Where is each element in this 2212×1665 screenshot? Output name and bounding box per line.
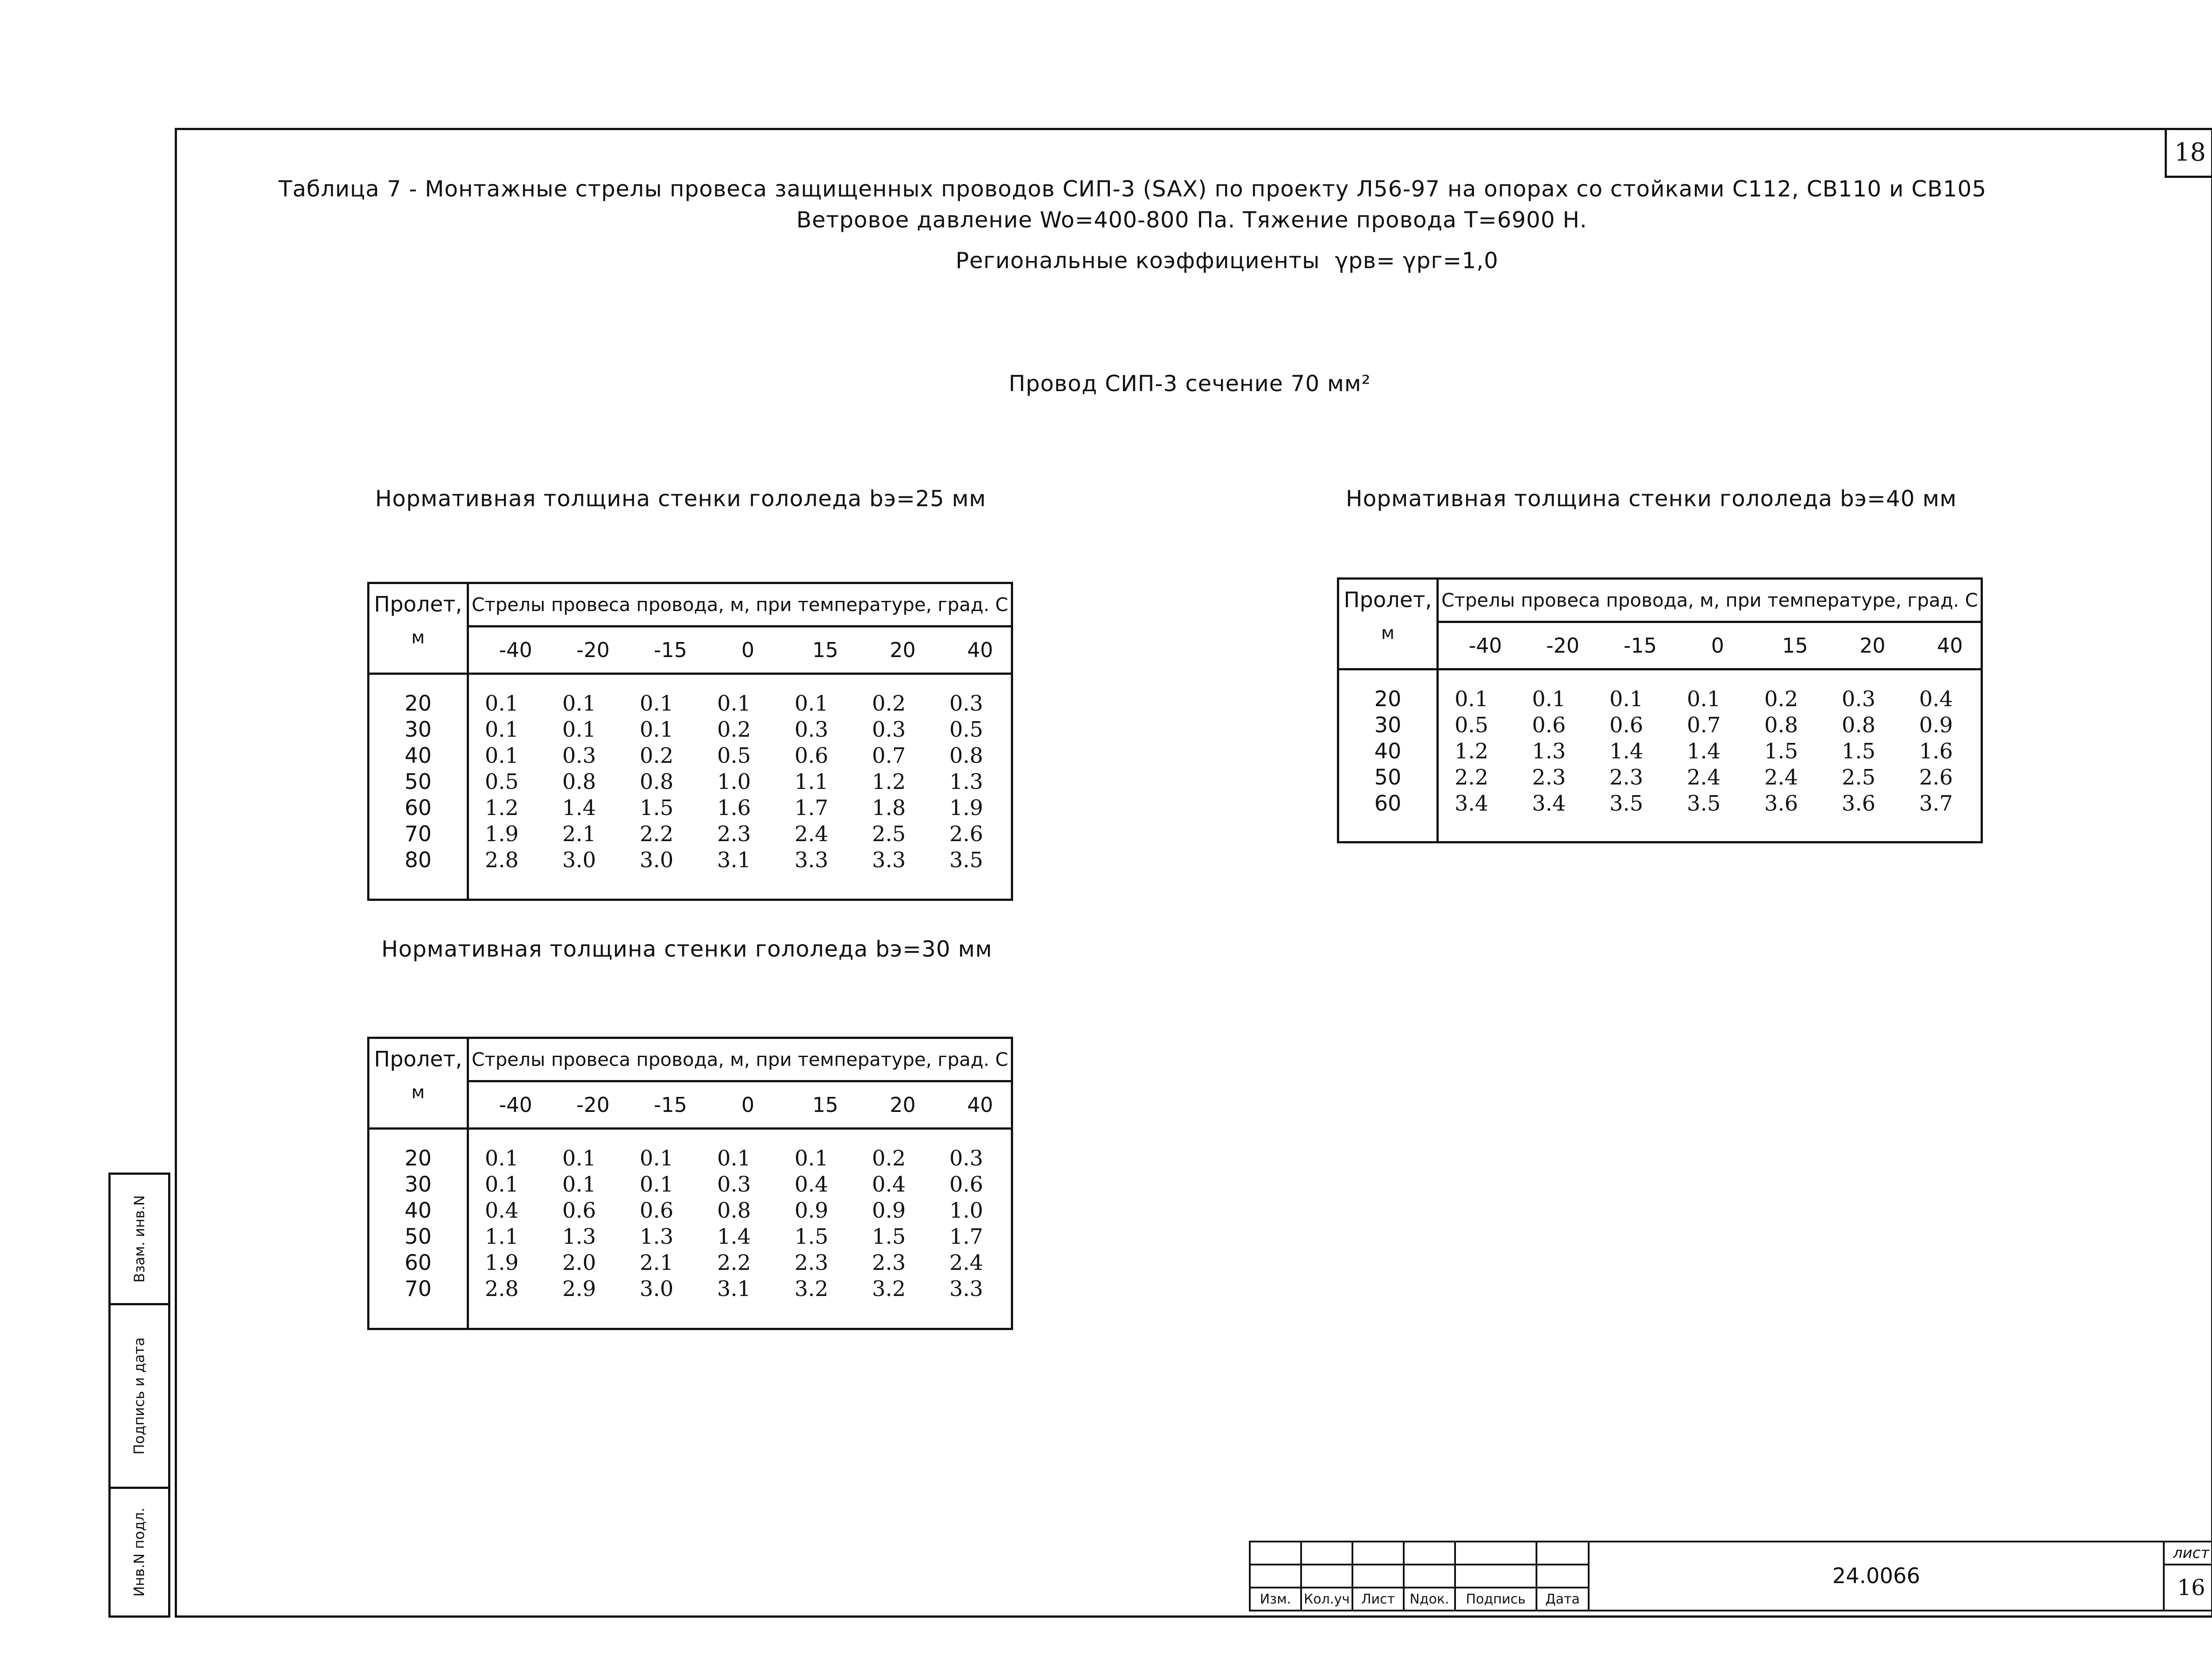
sag-value-cell: 0.1 (485, 691, 519, 716)
sag-value-cell: 0.1 (795, 691, 829, 716)
sag-value-cell: 3.3 (872, 848, 906, 873)
sag-value-cell: 1.9 (485, 1250, 519, 1275)
sag-value-cell: 0.2 (717, 717, 751, 742)
sag-value-cell: 2.6 (949, 822, 983, 846)
stamp-sign-date-label: Подпись и дата (131, 1337, 148, 1455)
sag-value-cell: 2.8 (485, 1277, 519, 1301)
sag-value-grid (469, 1146, 1011, 1302)
span-cell: 40 (1374, 739, 1402, 764)
sag-value-cell: 1.6 (717, 796, 751, 820)
span-cell: 50 (404, 769, 432, 794)
sag-value-cell: 2.0 (562, 1250, 596, 1275)
sag-value-cell: 1.4 (1609, 739, 1644, 764)
sag-value-cell: 0.9 (872, 1198, 906, 1223)
sag-value-cell: 3.3 (949, 1277, 983, 1301)
sag-value-cell: 2.2 (640, 822, 674, 846)
stamp-sign-date (108, 1303, 170, 1489)
temp-cell: 15 (1782, 633, 1808, 658)
sag-value-cell: 0.2 (640, 743, 674, 768)
sag-value-cell: 3.0 (640, 848, 674, 873)
sag-value-cell: 0.1 (640, 1146, 674, 1171)
sag-value-cell: 0.1 (795, 1146, 829, 1171)
span-cell: 50 (404, 1224, 432, 1249)
temp-cell: -20 (1546, 633, 1580, 658)
ice-caption-30: Нормативная толщина стенки гололеда bэ=30 мм (381, 936, 993, 962)
sag-value-cell: 3.2 (872, 1277, 906, 1301)
span-cell: 50 (1374, 765, 1402, 790)
sag-value-cell: 1.2 (872, 769, 906, 794)
sag-value-cell: 0.4 (485, 1198, 519, 1223)
span-cell: 20 (404, 1146, 432, 1171)
sheet-label: лист (2164, 1542, 2212, 1565)
sag-value-cell: 2.2 (1455, 765, 1489, 790)
span-header-label: Пролет, (374, 1047, 462, 1072)
temp-cell: -20 (576, 1092, 610, 1117)
sag-value-cell: 1.7 (795, 796, 829, 820)
sag-value-cell: 0.2 (872, 1146, 906, 1171)
sag-value-cell: 0.1 (1609, 687, 1644, 711)
sag-value-cell: 3.2 (795, 1277, 829, 1301)
sag-value-cell: 3.0 (562, 848, 596, 873)
sag-value-cell: 0.1 (562, 1172, 596, 1197)
sag-table-ice-25 (367, 582, 1013, 901)
sag-value-cell: 1.9 (949, 796, 983, 820)
sag-value-cell: 0.8 (1764, 713, 1798, 738)
span-header (369, 1038, 468, 1129)
sag-value-cell: 1.5 (1842, 739, 1876, 764)
sag-value-cell: 2.9 (562, 1277, 596, 1301)
sag-value-cell: 0.3 (1842, 687, 1876, 711)
span-values (369, 674, 468, 900)
sag-value-cell: 0.4 (1919, 687, 1953, 711)
span-header-unit: м (411, 627, 425, 648)
sag-value-cell: 3.1 (717, 1277, 751, 1301)
sag-value-cell: 1.1 (485, 1224, 519, 1249)
sag-value-cell: 0.2 (1764, 687, 1798, 711)
sag-value-cell: 1.4 (562, 796, 596, 820)
sag-value-cell: 0.1 (717, 691, 751, 716)
sag-value-cell: 1.7 (949, 1224, 983, 1249)
sag-value-cell: 2.5 (872, 822, 906, 846)
sag-value-cell: 0.5 (485, 769, 519, 794)
sag-value-cell: 1.5 (640, 796, 674, 820)
span-cell: 40 (404, 743, 432, 768)
sag-value-cell: 0.6 (1609, 713, 1644, 738)
temp-cell: -40 (499, 1092, 533, 1117)
sag-value-cell: 1.4 (1687, 739, 1721, 764)
sag-value-cell: 0.8 (949, 743, 983, 768)
sag-value-cell: 3.6 (1764, 791, 1798, 816)
coefficients-formula: γрв= γрг=1,0 (1335, 248, 1499, 273)
sag-value-cell: 1.8 (872, 796, 906, 820)
sag-value-cell: 2.3 (795, 1250, 829, 1275)
sag-values (1438, 669, 1982, 842)
document-code: 24.0066 (1589, 1542, 2164, 1611)
sag-value-cell: 0.3 (562, 743, 596, 768)
sag-value-cell: 0.6 (562, 1198, 596, 1223)
span-cell: 30 (404, 1172, 432, 1197)
span-cell: 40 (404, 1198, 432, 1223)
sag-value-cell: 0.6 (640, 1198, 674, 1223)
temp-cell: -15 (1623, 633, 1657, 658)
sag-value-cell: 2.4 (795, 822, 829, 846)
stamp-inv-orig-label: Инв.N подл. (131, 1507, 148, 1597)
temp-cell: 0 (741, 1092, 755, 1117)
span-cell: 60 (404, 796, 432, 820)
temp-cell: 15 (812, 638, 838, 662)
sag-value-cell: 0.1 (717, 1146, 751, 1171)
sag-table-ice-30 (367, 1037, 1013, 1330)
table-title: Таблица 7 - Монтажные стрелы провеса защищенных проводов СИП-3 (SAX) по проекту Л56-97 на опорах со стойками С112, СВ110 и СВ105 (278, 176, 1987, 202)
sag-value-cell: 1.5 (1764, 739, 1798, 764)
temp-cell: 20 (890, 638, 916, 662)
temp-cell: 0 (1711, 633, 1724, 658)
temp-cell: -40 (1468, 633, 1502, 658)
page-number: 18 (2174, 138, 2206, 167)
ice-caption-40: Нормативная толщина стенки гололеда bэ=40 мм (1346, 486, 1957, 511)
sag-value-cell: 0.2 (872, 691, 906, 716)
sag-value-cell: 2.4 (1687, 765, 1721, 790)
title-block (1249, 1541, 2212, 1611)
temp-cell: -20 (576, 638, 610, 662)
temperature-header: Стрелы провеса провода, м, при температуре, град. С (468, 1038, 1012, 1081)
sag-value-cell: 0.3 (717, 1172, 751, 1197)
stamp-header-cell: Изм. (1250, 1588, 1301, 1611)
sag-value-cell: 0.7 (1687, 713, 1721, 738)
stamp-header-cell: Дата (1536, 1588, 1589, 1611)
sag-value-cell: 3.4 (1532, 791, 1566, 816)
sag-value-cell: 0.6 (949, 1172, 983, 1197)
sag-value-cell: 0.3 (872, 717, 906, 742)
sag-value-cell: 0.1 (562, 717, 596, 742)
sag-table-ice-40 (1337, 577, 1983, 843)
span-cell: 30 (1374, 713, 1402, 738)
sag-value-cell: 1.0 (949, 1198, 983, 1223)
temp-cell: 15 (812, 1092, 838, 1117)
sag-value-cell: 0.8 (717, 1198, 751, 1223)
temp-cell: 20 (890, 1092, 916, 1117)
sag-value-cell: 0.3 (795, 717, 829, 742)
sag-value-cell: 0.1 (562, 691, 596, 716)
sag-values (468, 674, 1012, 900)
sag-value-cell: 2.3 (717, 822, 751, 846)
span-cell: 20 (404, 691, 432, 716)
sag-value-cell: 1.5 (795, 1224, 829, 1249)
stamp-header-cell: Nдок. (1404, 1588, 1455, 1611)
stamp-header-cell: Подпись (1455, 1588, 1536, 1611)
sag-value-cell: 3.7 (1919, 791, 1953, 816)
sag-value-cell: 1.2 (1455, 739, 1489, 764)
sag-value-cell: 2.3 (1532, 765, 1566, 790)
sag-value-cell: 0.4 (872, 1172, 906, 1197)
sag-value-cell: 1.3 (1532, 739, 1566, 764)
sag-value-cell: 1.0 (717, 769, 751, 794)
temp-cell: 40 (967, 638, 993, 662)
sag-value-cell: 2.5 (1842, 765, 1876, 790)
sag-value-cell: 1.4 (717, 1224, 751, 1249)
temp-cell: 0 (741, 638, 755, 662)
sag-value-cell: 2.2 (717, 1250, 751, 1275)
sag-value-cell: 0.1 (485, 1146, 519, 1171)
stamp-inv-replace (108, 1173, 170, 1305)
temperature-row (1438, 622, 1982, 669)
span-cell: 60 (404, 1250, 432, 1275)
sag-value-cell: 0.1 (640, 1172, 674, 1197)
sag-value-cell: 0.1 (1455, 687, 1489, 711)
span-header (369, 583, 468, 674)
temperature-header: Стрелы провеса провода, м, при температуре, град. С (1438, 579, 1982, 622)
sag-value-cell: 3.5 (949, 848, 983, 873)
span-header-label: Пролет, (1344, 588, 1432, 612)
span-cell: 30 (404, 717, 432, 742)
sag-value-cell: 1.1 (795, 769, 829, 794)
span-values (369, 1129, 468, 1329)
span-cell: 70 (404, 1277, 432, 1301)
sag-value-cell: 0.1 (562, 1146, 596, 1171)
temp-cell: 40 (1937, 633, 1963, 658)
span-cell: 80 (404, 848, 432, 873)
sag-value-cell: 3.5 (1609, 791, 1644, 816)
span-header-unit: м (1381, 623, 1395, 643)
sag-value-cell: 2.6 (1919, 765, 1953, 790)
coefficients-label: Региональные коэффициенты (956, 248, 1320, 273)
sag-value-grid (469, 691, 1011, 873)
sag-value-cell: 2.1 (562, 822, 596, 846)
sag-value-cell: 3.4 (1455, 791, 1489, 816)
sag-value-cell: 0.5 (949, 717, 983, 742)
sag-value-cell: 2.8 (485, 848, 519, 873)
wind-pressure-subtitle: Ветровое давление Wo=400-800 Па. Тяжение провода Т=6900 Н. (796, 207, 1587, 233)
sag-value-cell: 1.3 (562, 1224, 596, 1249)
ice-caption-25: Нормативная толщина стенки гололеда bэ=25 мм (375, 486, 987, 511)
temperature-row (468, 1081, 1012, 1129)
sag-value-cell: 0.1 (485, 1172, 519, 1197)
sag-value-cell: 2.1 (640, 1250, 674, 1275)
sag-value-cell: 2.3 (1609, 765, 1644, 790)
sag-value-cell: 0.4 (795, 1172, 829, 1197)
sag-value-cell: 0.8 (562, 769, 596, 794)
span-header-label: Пролет, (374, 592, 462, 617)
stamp-header-cell: Лист (1352, 1588, 1404, 1611)
span-values (1338, 669, 1438, 842)
sag-value-cell: 0.1 (485, 717, 519, 742)
sag-value-cell: 0.7 (872, 743, 906, 768)
temperature-row (468, 627, 1012, 674)
temp-cell: 40 (967, 1092, 993, 1117)
span-cell: 20 (1374, 687, 1402, 711)
wire-caption: Провод СИП-3 сечение 70 мм² (1009, 371, 1371, 396)
sag-value-cell: 0.5 (717, 743, 751, 768)
temp-cell: 20 (1859, 633, 1886, 658)
sag-value-cell: 0.1 (1687, 687, 1721, 711)
sag-value-cell: 0.6 (795, 743, 829, 768)
sag-value-cell: 0.1 (485, 743, 519, 768)
sag-value-cell: 2.4 (1764, 765, 1798, 790)
span-cell: 60 (1374, 791, 1402, 816)
regional-coefficients (956, 248, 1498, 273)
sag-value-cell: 3.0 (640, 1277, 674, 1301)
stamp-header-cell: Кол.уч (1301, 1588, 1352, 1611)
temperature-header: Стрелы провеса провода, м, при температуре, град. С (468, 583, 1012, 627)
temp-cell: -15 (653, 638, 687, 662)
sag-value-grid (1439, 686, 1981, 817)
sag-value-cell: 0.9 (795, 1198, 829, 1223)
sag-value-cell: 3.6 (1842, 791, 1876, 816)
stamp-inv-replace-label: Взам. инв.N (131, 1195, 148, 1283)
stamp-inv-orig (108, 1487, 170, 1618)
sag-value-cell: 0.3 (949, 691, 983, 716)
sag-value-cell: 0.1 (640, 691, 674, 716)
sag-value-cell: 0.1 (1532, 687, 1566, 711)
span-header-unit: м (411, 1082, 425, 1103)
sag-value-cell: 3.5 (1687, 791, 1721, 816)
sag-value-cell: 3.3 (795, 848, 829, 873)
sag-value-cell: 1.9 (485, 822, 519, 846)
sag-value-cell: 1.5 (872, 1224, 906, 1249)
sag-value-cell: 2.4 (949, 1250, 983, 1275)
sag-value-cell: 0.8 (1842, 713, 1876, 738)
sag-value-cell: 1.3 (949, 769, 983, 794)
sag-value-cell: 0.8 (640, 769, 674, 794)
page-number-box (2165, 129, 2212, 178)
sag-value-cell: 1.2 (485, 796, 519, 820)
sag-value-cell: 2.3 (872, 1250, 906, 1275)
sag-value-cell: 1.6 (1919, 739, 1953, 764)
sheet-value: 16 (2164, 1565, 2212, 1611)
span-cell: 70 (404, 822, 432, 846)
sag-value-cell: 0.6 (1532, 713, 1566, 738)
span-header (1338, 579, 1438, 669)
sag-value-cell: 3.1 (717, 848, 751, 873)
sag-value-cell: 0.3 (949, 1146, 983, 1171)
sag-value-cell: 0.1 (640, 717, 674, 742)
sag-value-cell: 1.3 (640, 1224, 674, 1249)
sag-value-cell: 0.9 (1919, 713, 1953, 738)
sag-value-cell: 0.5 (1455, 713, 1489, 738)
temp-cell: -15 (653, 1092, 687, 1117)
sag-values (468, 1129, 1012, 1329)
temp-cell: -40 (499, 638, 533, 662)
